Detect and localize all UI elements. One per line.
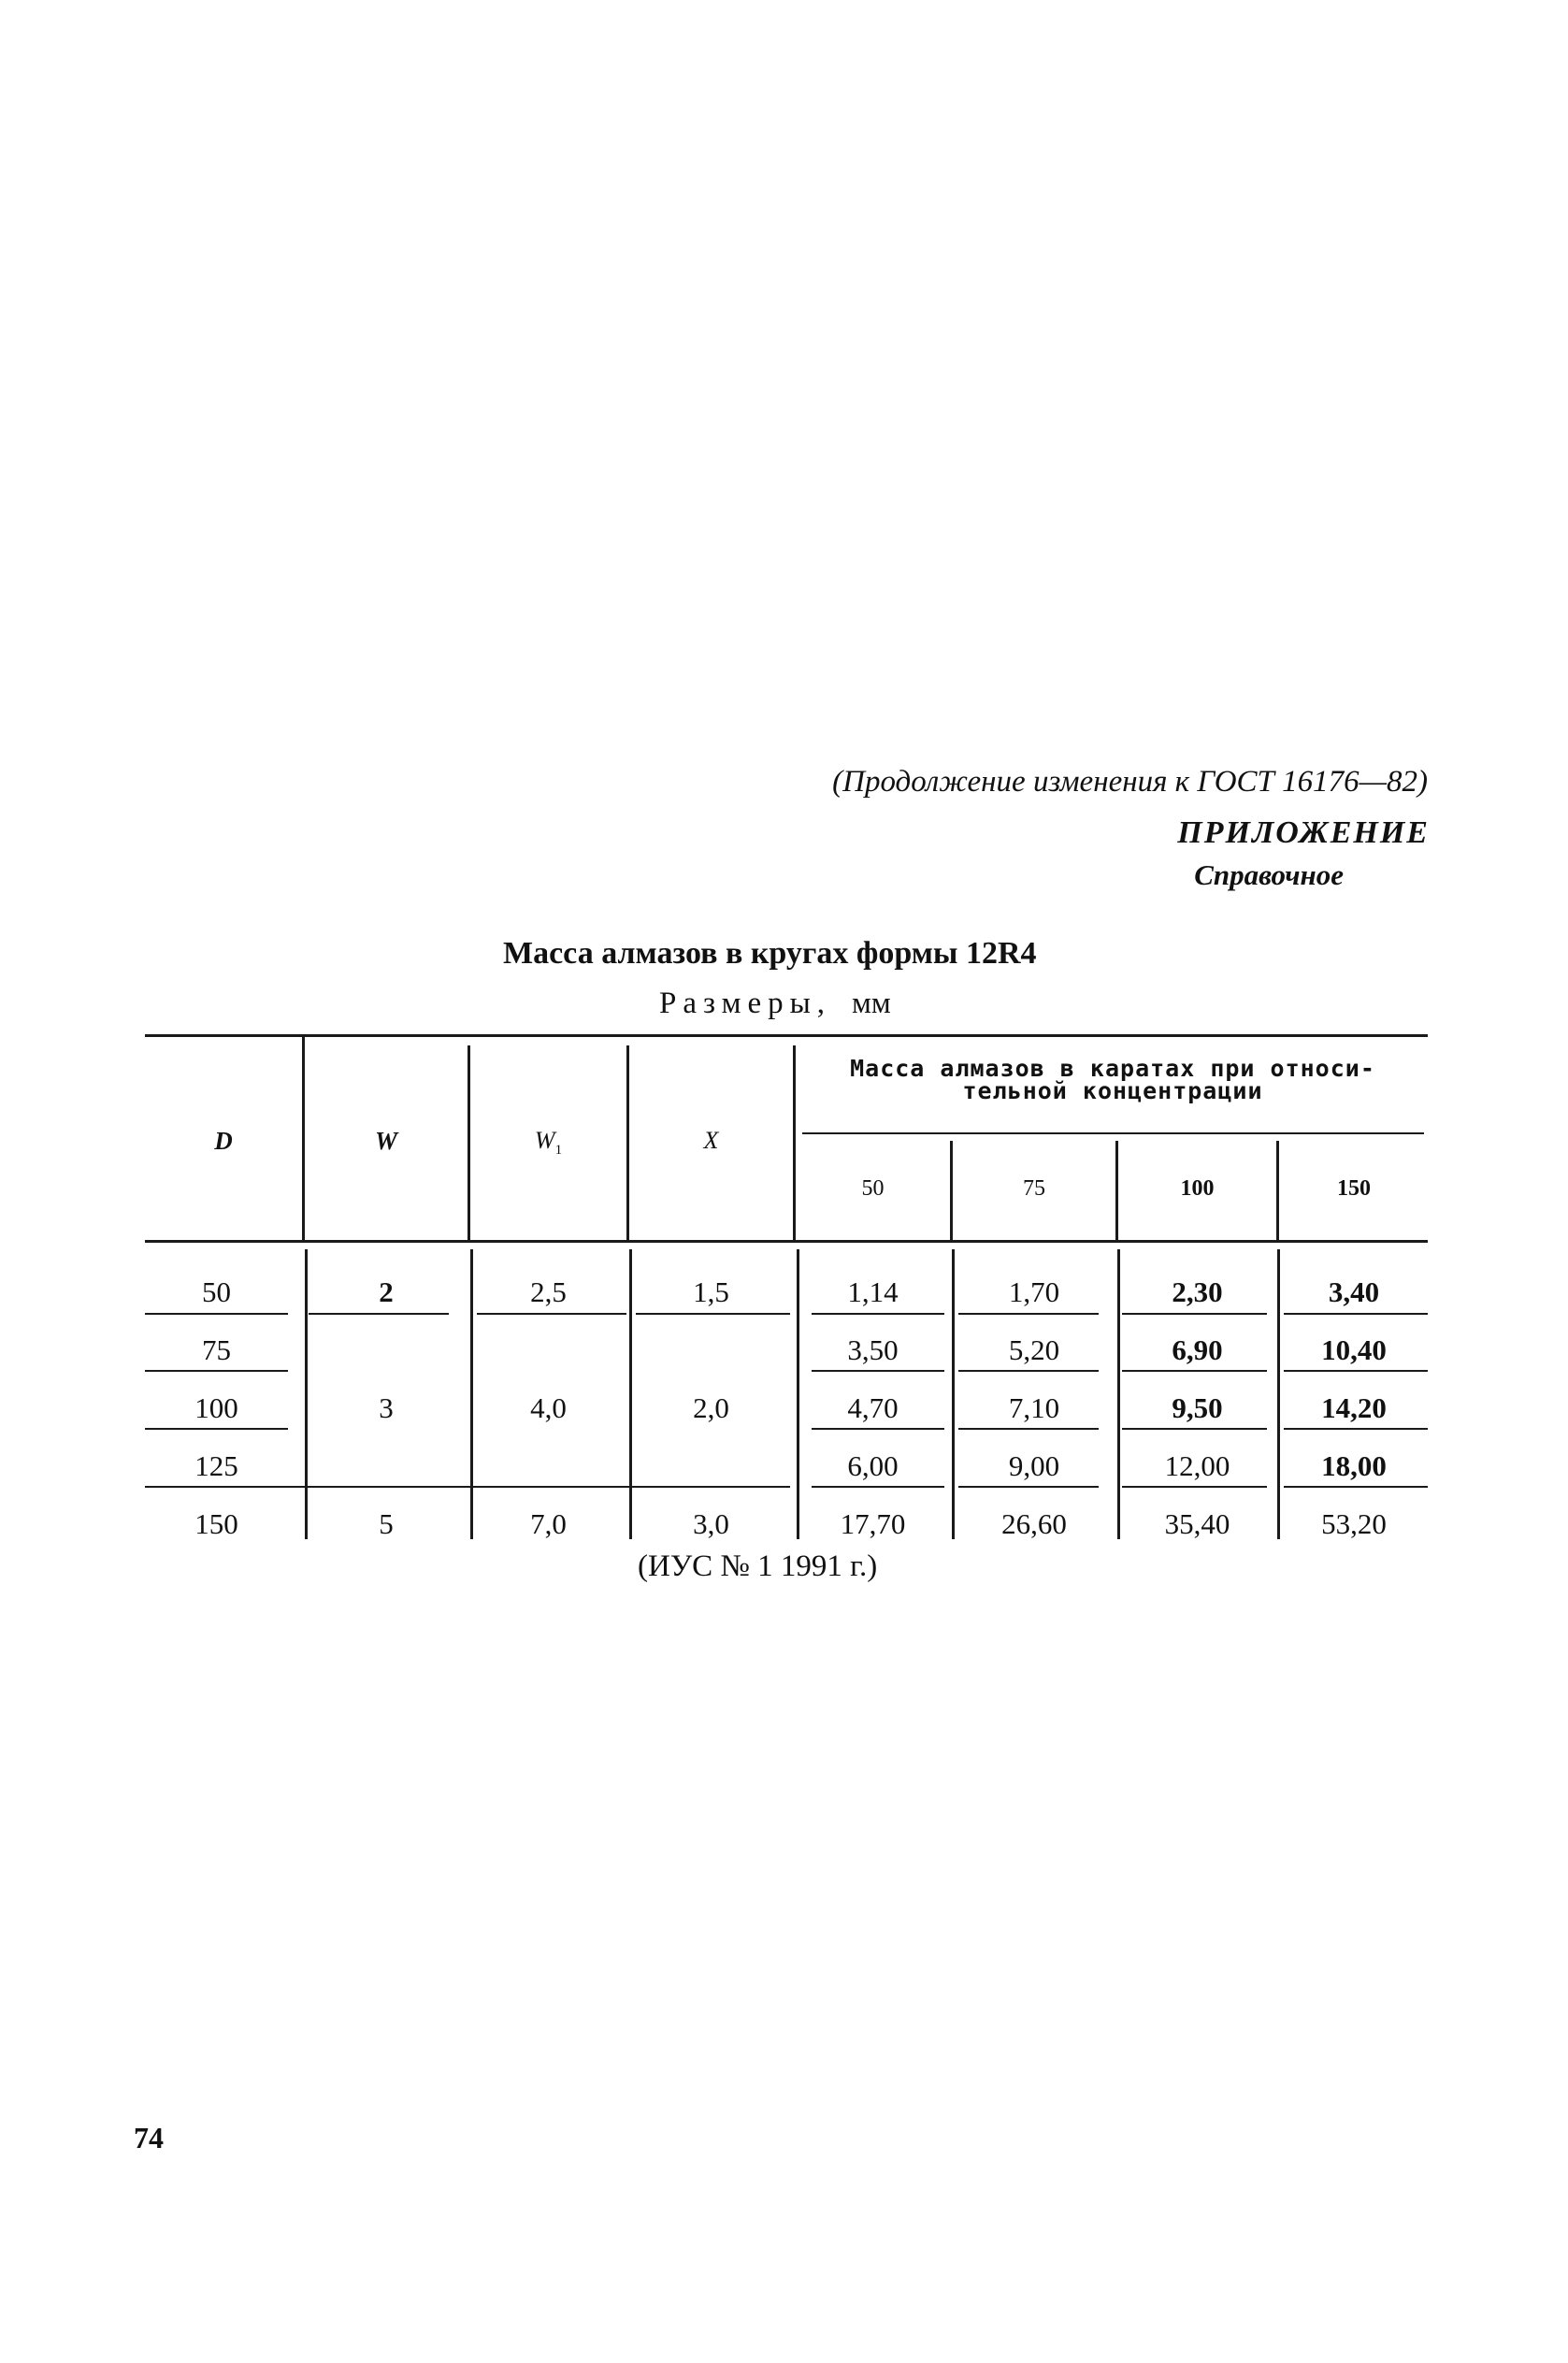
header-d: D	[214, 1127, 233, 1155]
header-conc-75: 75	[1023, 1176, 1045, 1201]
cell-d: 125	[194, 1449, 238, 1482]
cell-x: 2,0	[693, 1391, 729, 1424]
cell-mass-150: 18,00	[1321, 1449, 1387, 1482]
row-rule	[145, 1486, 790, 1488]
cell-w: 2	[379, 1275, 394, 1308]
reference-note: Справочное	[1194, 858, 1344, 891]
header-w: W	[374, 1127, 397, 1155]
units-value: мм	[852, 987, 891, 1020]
cell-mass-50: 17,70	[840, 1507, 906, 1540]
header-mass-group: Масса алмазов в каратах при относи-тельной концентрации	[850, 1055, 1375, 1104]
cell-mass-50: 6,00	[847, 1449, 899, 1482]
cell-mass-75: 9,00	[1008, 1449, 1060, 1482]
cell-mass-75: 5,20	[1008, 1333, 1060, 1366]
row-rule	[477, 1313, 626, 1315]
row-rule	[145, 1370, 288, 1372]
cell-w: 3	[379, 1391, 394, 1424]
row-rule	[145, 1313, 288, 1315]
cell-mass-50: 4,70	[847, 1391, 899, 1424]
row-rule	[1284, 1428, 1428, 1430]
cell-w1: 2,5	[530, 1275, 567, 1308]
cell-mass-100: 35,40	[1164, 1507, 1230, 1540]
table-title: Масса алмазов в кругах формы 12R4	[503, 936, 1037, 971]
row-rule	[958, 1370, 1099, 1372]
row-rule	[145, 1428, 288, 1430]
continuation-note: (Продолжение изменения к ГОСТ 16176—82)	[832, 765, 1428, 799]
cell-mass-100: 2,30	[1172, 1275, 1223, 1308]
cell-mass-150: 14,20	[1321, 1391, 1387, 1424]
cell-x: 3,0	[693, 1507, 729, 1540]
header-w1-sub: 1	[554, 1143, 563, 1159]
cell-mass-50: 3,50	[847, 1333, 899, 1366]
cell-w1: 7,0	[530, 1507, 567, 1540]
row-rule	[1122, 1486, 1267, 1488]
header-x: X	[703, 1127, 719, 1154]
row-rule	[636, 1313, 790, 1315]
cell-x: 1,5	[693, 1275, 729, 1308]
cell-mass-75: 26,60	[1001, 1507, 1067, 1540]
cell-mass-150: 10,40	[1321, 1333, 1387, 1366]
cell-d: 150	[194, 1507, 238, 1540]
units-word: Размеры,	[659, 987, 832, 1020]
cell-d: 100	[194, 1391, 238, 1424]
cell-mass-150: 53,20	[1321, 1507, 1387, 1540]
row-rule	[812, 1313, 944, 1315]
cell-w: 5	[379, 1507, 394, 1540]
row-rule	[958, 1428, 1099, 1430]
source-note: (ИУС № 1 1991 г.)	[638, 1549, 878, 1583]
header-w1-letter: W	[534, 1127, 555, 1154]
header-conc-150: 150	[1337, 1176, 1371, 1201]
row-rule	[958, 1486, 1099, 1488]
header-conc-50: 50	[861, 1176, 885, 1201]
row-rule	[1284, 1370, 1428, 1372]
header-conc-100: 100	[1180, 1176, 1215, 1201]
row-rule	[1122, 1313, 1267, 1315]
cell-d: 50	[202, 1275, 231, 1308]
group-header-rule	[802, 1132, 1424, 1134]
cell-mass-150: 3,40	[1328, 1275, 1380, 1308]
row-rule	[309, 1313, 449, 1315]
cell-mass-100: 12,00	[1164, 1449, 1230, 1482]
row-rule	[1122, 1370, 1267, 1372]
row-rule	[958, 1313, 1099, 1315]
header-bottom-rule	[145, 1240, 1428, 1243]
row-rule	[812, 1370, 944, 1372]
table-top-rule	[145, 1034, 1428, 1037]
appendix-heading: ПРИЛОЖЕНИЕ	[1177, 815, 1430, 850]
page-number: 74	[134, 2121, 164, 2154]
row-rule	[1284, 1313, 1428, 1315]
cell-mass-75: 7,10	[1008, 1391, 1060, 1424]
cell-w1: 4,0	[530, 1391, 567, 1424]
row-rule	[812, 1486, 944, 1488]
row-rule	[812, 1428, 944, 1430]
cell-mass-100: 6,90	[1172, 1333, 1223, 1366]
cell-mass-50: 1,14	[847, 1275, 899, 1308]
cell-mass-75: 1,70	[1008, 1275, 1060, 1308]
row-rule	[1122, 1428, 1267, 1430]
row-rule	[1284, 1486, 1428, 1488]
column-rule	[793, 1045, 796, 1240]
cell-mass-100: 9,50	[1172, 1391, 1223, 1424]
header-w1	[470, 1127, 626, 1164]
cell-d: 75	[202, 1333, 231, 1366]
